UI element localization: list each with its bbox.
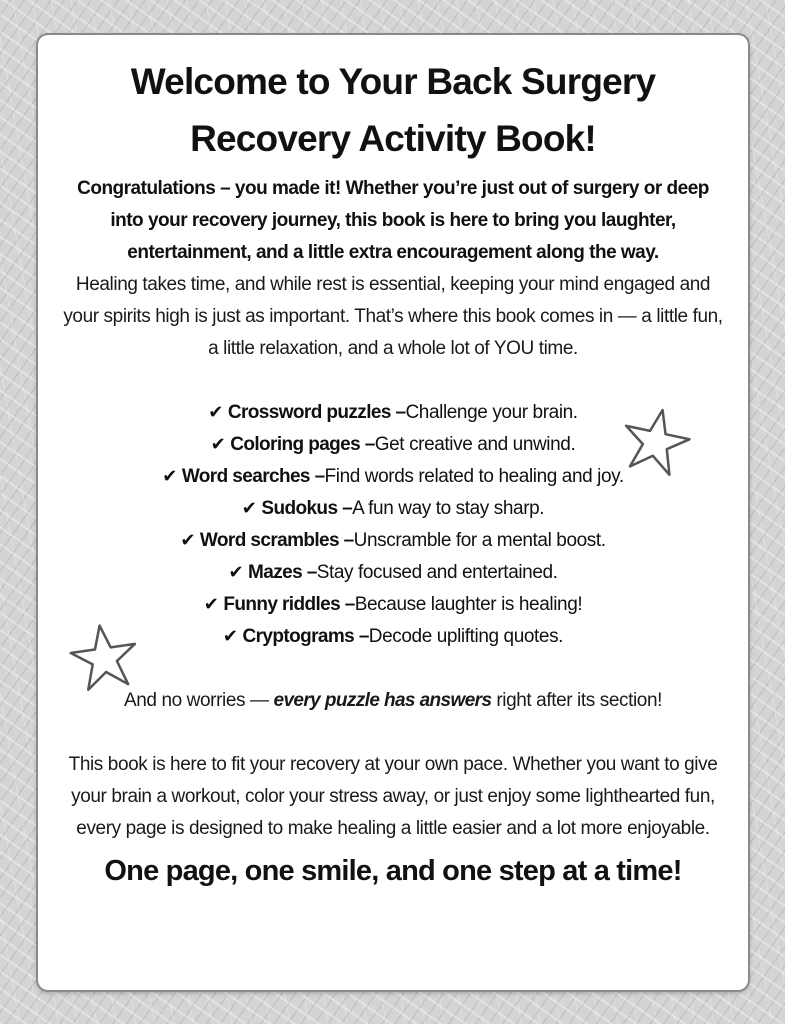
page-title	[62, 53, 724, 167]
checkmark-icon: ✔	[203, 594, 219, 615]
activity-description: Stay focused and entertained.	[316, 562, 558, 583]
list-item	[62, 493, 724, 525]
spacer	[62, 717, 724, 749]
spacer	[62, 653, 724, 685]
intro-congratulations: Congratulations – you made it! Whether you’re just out of surgery or deep into your recovery journey, this book is here to bring you laughter, entertainment, and a little extra encouragement along the way.	[77, 178, 709, 263]
content-card	[38, 35, 748, 990]
title-line-2: Recovery Activity Book!	[190, 118, 596, 159]
intro-paragraph: Healing takes time, and while rest is essential, keeping your mind engaged and your spirits high is just as important. That’s where this book comes in — a little fun, a little relaxation, and a whole lot of YOU time.	[63, 274, 723, 359]
checkmark-icon: ✔	[162, 466, 177, 487]
answers-note-before: And no worries —	[123, 690, 274, 711]
answers-note-emphasis: every puzzle has answers	[273, 690, 492, 711]
list-item	[62, 621, 724, 653]
title-line-1: Welcome to Your Back Surgery	[130, 61, 656, 102]
checkmark-icon: ✔	[210, 434, 226, 455]
activity-description: A fun way to stay sharp.	[352, 498, 545, 519]
activity-name: Coloring pages –	[230, 434, 375, 455]
list-item	[62, 525, 724, 557]
activity-name: Mazes –	[248, 562, 317, 583]
star-outline-icon	[63, 616, 144, 697]
activity-name: Word scrambles –	[199, 530, 354, 551]
activity-name: Funny riddles –	[223, 594, 355, 615]
answers-note	[62, 685, 724, 717]
activity-description: Unscramble for a mental boost.	[353, 530, 606, 551]
list-item	[62, 557, 724, 589]
activity-description: Because laughter is healing!	[354, 594, 583, 615]
checkmark-icon: ✔	[241, 498, 257, 519]
list-item	[62, 589, 724, 621]
spacer	[62, 365, 724, 397]
activity-name: Cryptograms –	[242, 626, 369, 647]
answers-note-after: right after its section!	[491, 690, 663, 711]
activity-description: Challenge your brain.	[405, 402, 578, 423]
closing-line: One page, one smile, and one step at a time!	[104, 855, 682, 887]
checkmark-icon: ✔	[222, 626, 238, 647]
activity-description: Get creative and unwind.	[374, 434, 576, 455]
activity-description: Decode uplifting quotes.	[368, 626, 564, 647]
activity-name: Word searches –	[181, 466, 325, 487]
outro-paragraph: This book is here to fit your recovery at your own pace. Whether you want to give your brain a workout, color your stress away, or just enjoy some lighthearted fun, every page is designed to make healing a little easier and a lot more enjoyable.	[68, 754, 718, 839]
activity-name: Sudokus –	[261, 498, 353, 519]
checkmark-icon: ✔	[208, 402, 223, 423]
checkmark-icon: ✔	[228, 562, 244, 583]
star-outline-icon	[613, 398, 698, 483]
activity-name: Crossword puzzles –	[227, 402, 406, 423]
checkmark-icon: ✔	[180, 530, 196, 551]
activity-description: Find words related to healing and joy.	[324, 466, 624, 487]
